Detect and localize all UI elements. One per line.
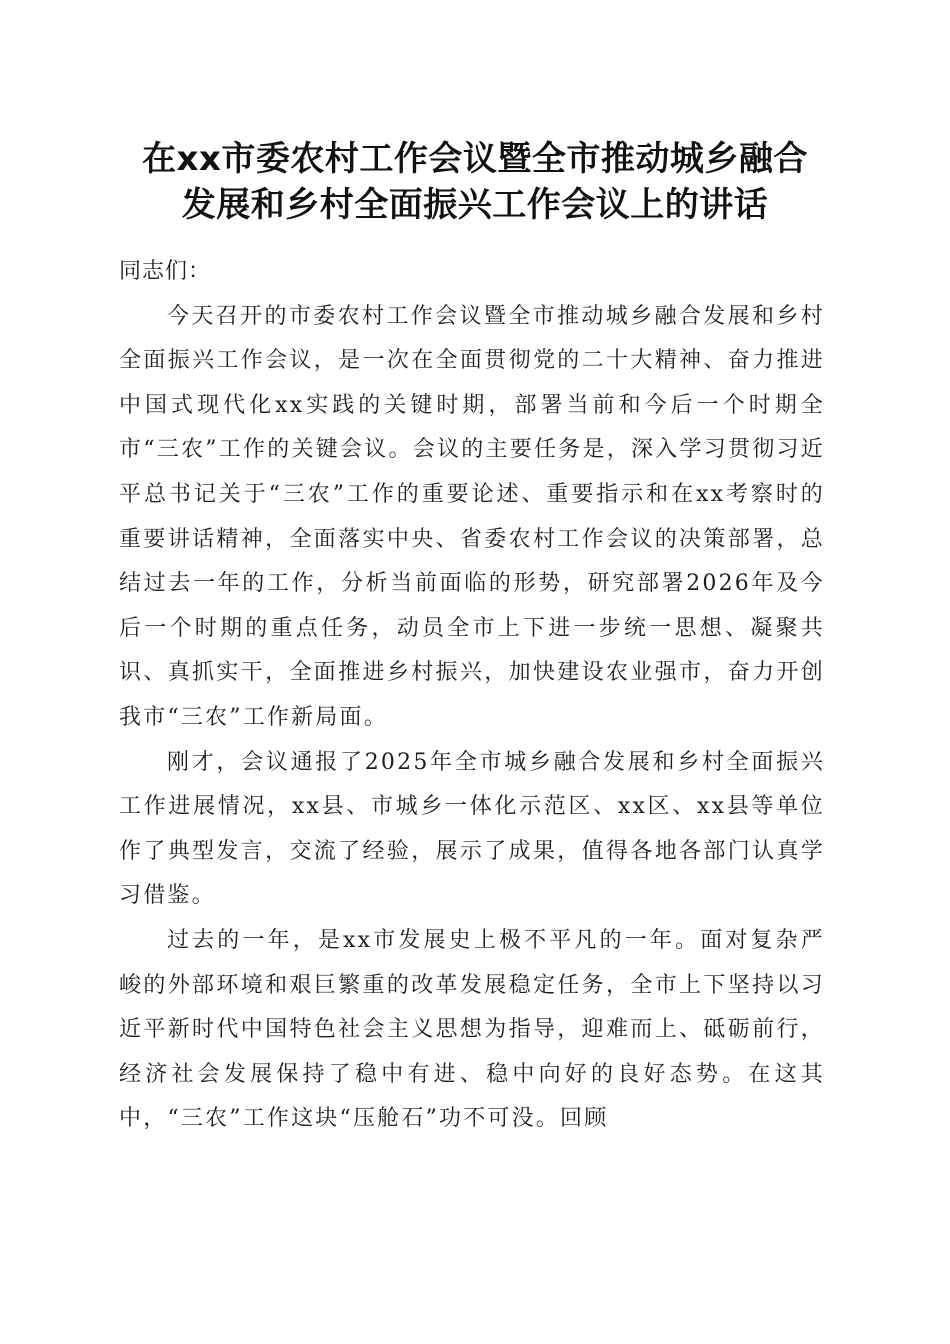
document-title [100, 136, 850, 228]
paragraph-review: 过去的一年，是xx市发展史上极不平凡的一年。面对复杂严峻的外部环境和艰巨繁重的改革发展稳定任务，全市上下坚持以习近平新时代中国特色社会主义思想为指导，迎难而上、砥砺前行，经济社会发展保持了稳中有进、稳中向好的良好态势。在这其中，“三农”工作这块“压舱石”功不可没。回顾 [119, 927, 825, 1132]
document-body [119, 250, 825, 1142]
paragraph-intro: 今天召开的市委农村工作会议暨全市推动城乡融合发展和乡村全面振兴工作会议，是一次在全面贯彻党的二十大精神、奋力推进中国式现代化xx实践的关键时期，部署当前和今后一个时期全市“三农”工作的关键会议。会议的主要任务是，深入学习贯彻习近平总书记关于“三农”工作的重要论述、重要指示和在xx考察时的重要讲话精神，全面落实中央、省委农村工作会议的决策部署，总结过去一年的工作，分析当前面临的形势，研究部署2026年及今后一个时期的重点任务，动员全市上下进一步统一思想、凝聚共识、真抓实干，全面推进乡村振兴，加快建设农业强市，奋力开创我市“三农”工作新局面。 [119, 303, 825, 730]
paragraph-reports: 刚才，会议通报了2025年全市城乡融合发展和乡村全面振兴工作进展情况，xx县、市城乡一体化示范区、xx区、xx县等单位作了典型发言，交流了经验，展示了成果，值得各地各部门认真学习借鉴。 [119, 749, 825, 909]
title-line-2: 发展和乡村全面振兴工作会议上的讲话 [181, 185, 769, 225]
title-line-1: 在xx市委农村工作会议暨全市推动城乡融合 [142, 139, 808, 179]
salutation: 同志们： [119, 259, 212, 284]
